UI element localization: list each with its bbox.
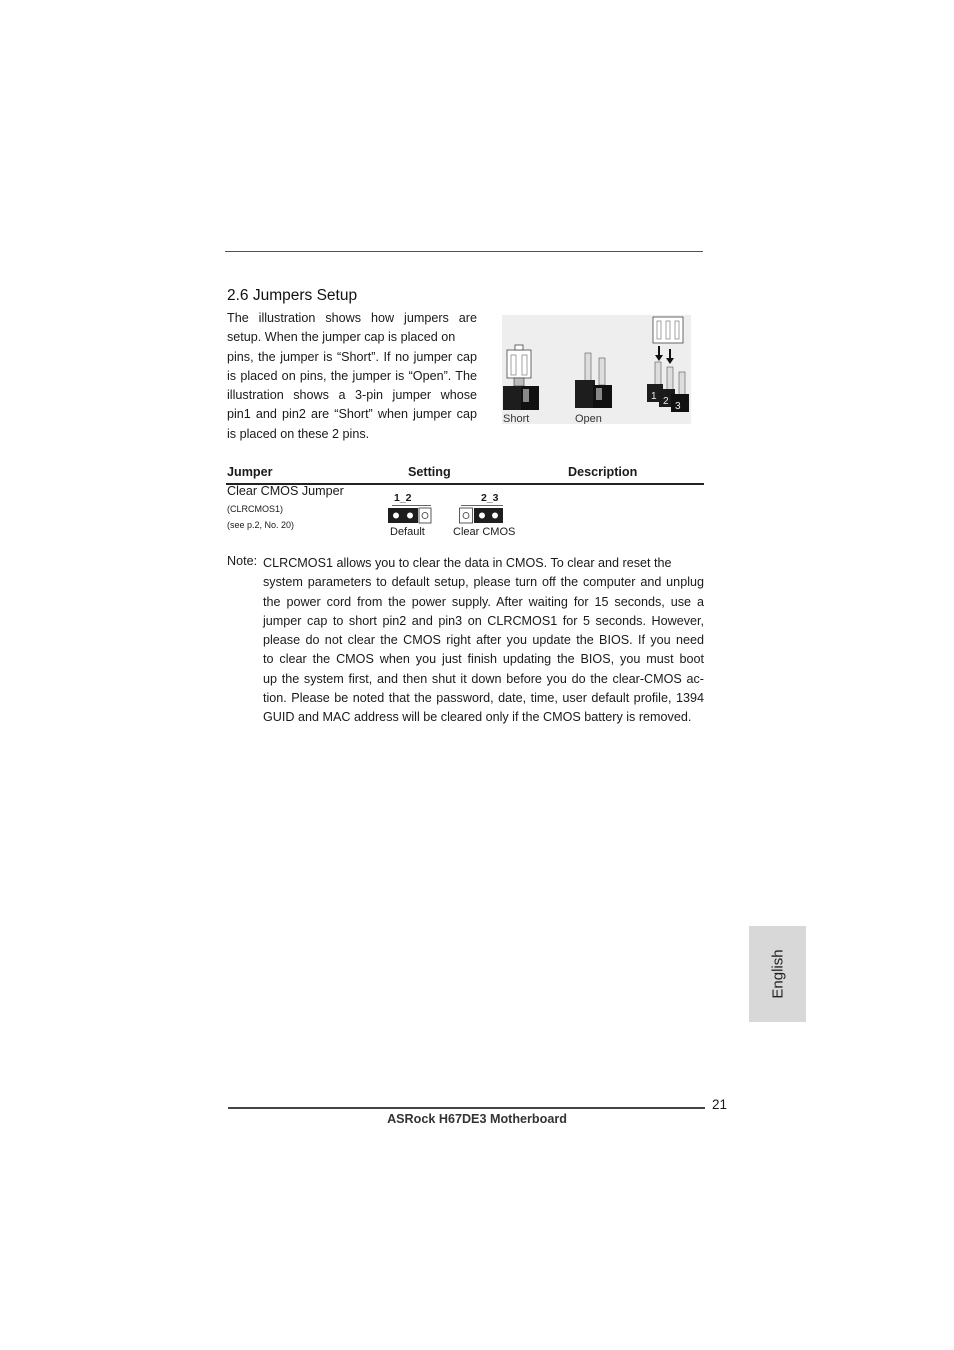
intro-line: pins, the jumper is “Short”. If no jumper cap: [227, 349, 477, 364]
default-pins-label: 1_2: [394, 492, 412, 504]
pin-number: 3: [675, 401, 681, 412]
note-paragraph: [263, 554, 704, 728]
note-line: up the system first, and then shut it down before you do the clear-CMOS ac-: [263, 671, 704, 686]
header-description: Description: [568, 465, 638, 479]
intro-line: The illustration shows how jumpers are: [227, 311, 477, 325]
jumper-illustration: [502, 315, 691, 424]
language-tab: [749, 926, 806, 1022]
section-title: 2.6 Jumpers Setup: [227, 287, 358, 304]
pin-number: 1: [651, 391, 657, 402]
three-pin-jumper-illustration: [647, 317, 689, 412]
page-number: 21: [712, 1097, 728, 1112]
note-label: Note:: [227, 554, 258, 568]
note-line: the power cord from the power supply. After waiting for 15 seconds, use a: [263, 594, 704, 609]
jumper-reference: (see p.2, No. 20): [227, 520, 295, 530]
intro-paragraph: [227, 309, 477, 444]
short-jumper-illustration: [503, 345, 539, 410]
open-jumper-illustration: [575, 353, 612, 408]
default-label: Default: [390, 526, 425, 538]
header-rule: [225, 251, 703, 252]
header-setting: Setting: [408, 465, 451, 479]
footer-title: ASRock H67DE3 Motherboard: [387, 1112, 567, 1126]
intro-line: is placed on these 2 pins.: [227, 426, 370, 441]
short-label: Short: [503, 413, 530, 424]
pin-number: 2: [663, 396, 669, 407]
note-line: jumper cap to short pin2 and pin3 on CLRCMOS1 for 5 seconds. However,: [263, 613, 704, 628]
intro-line: illustration shows a 3-pin jumper whose: [227, 388, 477, 403]
note-line: tion. Please be noted that the password, date, time, user default profile, 1394: [263, 691, 704, 706]
note-line: to clear the CMOS when you just finish updating the BIOS, you must boot: [263, 652, 704, 667]
jumper-code: (CLRCMOS1): [227, 504, 284, 514]
language-tab-label: English: [769, 949, 786, 999]
open-label: Open: [575, 413, 602, 424]
note-line: CLRCMOS1 allows you to clear the data in CMOS. To clear and reset the: [263, 556, 672, 570]
intro-line: is placed on pins, the jumper is “Open”. The: [227, 368, 477, 383]
clear-cmos-label: Clear CMOS: [453, 526, 516, 538]
footer-rule: [228, 1107, 705, 1109]
clear-cmos-jumper-diagram: [459, 505, 504, 525]
note-line: GUID and MAC address will be cleared only if the CMOS battery is removed.: [263, 710, 692, 725]
default-jumper-diagram: [388, 505, 432, 525]
intro-line: setup. When the jumper cap is placed on: [227, 330, 456, 345]
clear-pins-label: 2_3: [481, 492, 499, 504]
note-line: system parameters to default setup, please turn off the computer and unplug: [263, 575, 704, 590]
header-jumper: Jumper: [227, 465, 273, 479]
jumper-name: Clear CMOS Jumper: [227, 484, 344, 498]
intro-line: pin1 and pin2 are “Short” when jumper cap: [227, 407, 477, 422]
note-line: please do not clear the CMOS right after you update the BIOS. If you need: [263, 633, 704, 648]
